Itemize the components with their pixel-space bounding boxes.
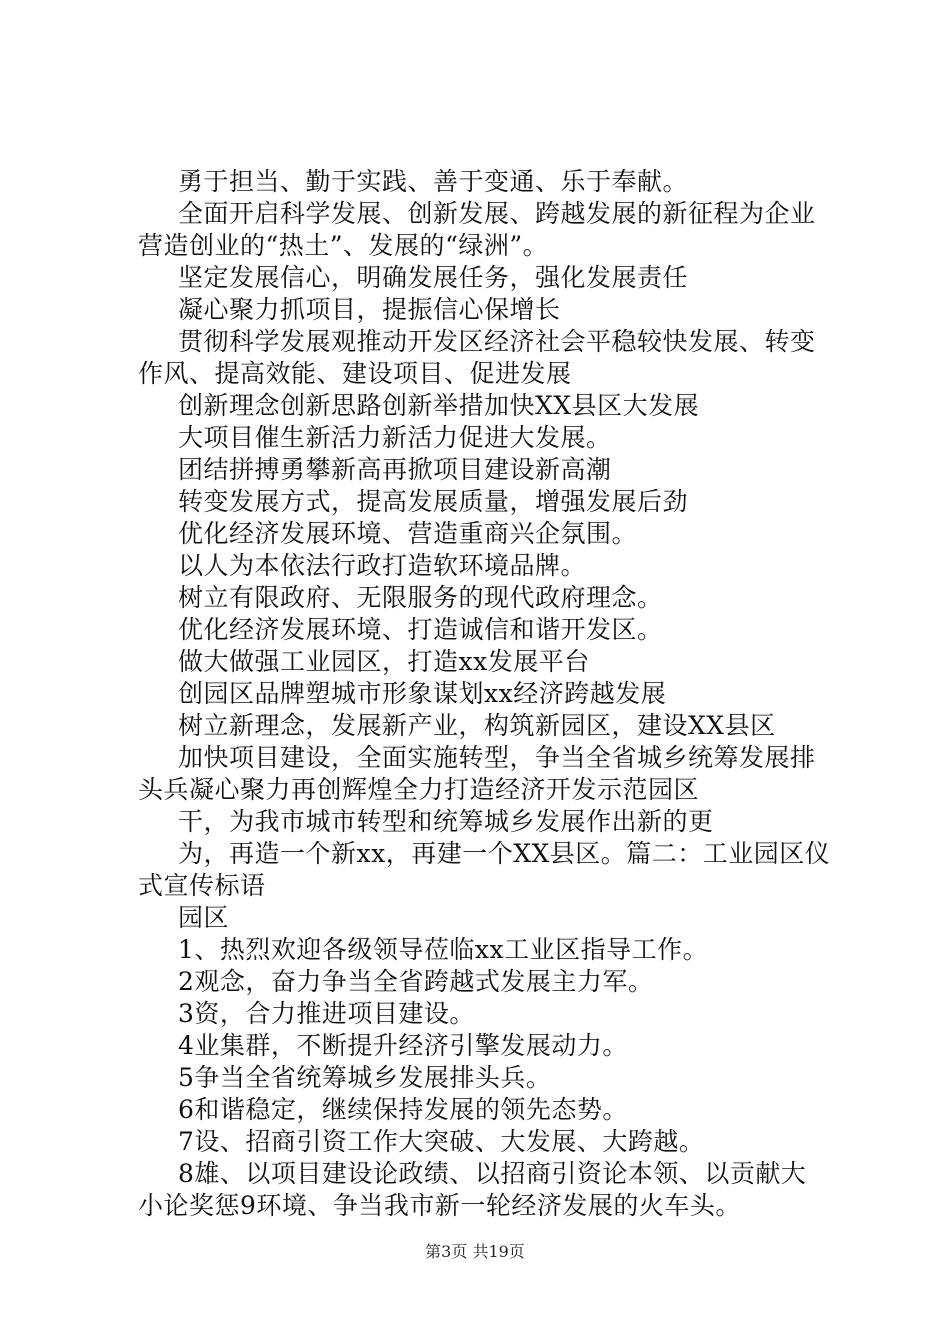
paragraph [138, 710, 838, 742]
paragraph [138, 806, 838, 838]
document-body [138, 166, 838, 1222]
text-line: 6和谐稳定，继续保持发展的领先态势。 [178, 1095, 628, 1124]
paragraph [138, 742, 838, 806]
paragraph [138, 678, 838, 710]
paragraph [138, 902, 838, 934]
page-footer: 第3页 共19页 [425, 1242, 525, 1261]
text-line: 勇于担当、勤于实践、善于变通、乐于奉献。 [178, 167, 689, 196]
text-line: 全面开启科学发展、创新发展、跨越发展的新征程为企业 [178, 199, 816, 228]
text-line: 2观念，奋力争当全省跨越式发展主力军。 [178, 967, 654, 996]
text-line: 加快项目建设，全面实施转型，争当全省城乡统筹发展排 [178, 743, 816, 772]
text-line: 优化经济发展环境、打造诚信和谐开发区。 [178, 615, 663, 644]
paragraph [138, 1030, 838, 1062]
paragraph [138, 582, 838, 614]
text-line: 创园区品牌塑城市形象谋划xx经济跨越发展 [178, 679, 667, 708]
paragraph [138, 998, 838, 1030]
paragraph [138, 486, 838, 518]
text-line: 凝心聚力抓项目，提振信心保增长 [178, 295, 561, 324]
text-line: 树立有限政府、无限服务的现代政府理念。 [178, 583, 663, 612]
paragraph [138, 614, 838, 646]
text-line: 大项目催生新活力新活力促进大发展。 [178, 423, 612, 452]
text-line: 式宣传标语 [138, 871, 266, 900]
paragraph [138, 1158, 838, 1222]
paragraph [138, 838, 838, 902]
text-line: 1、热烈欢迎各级领导莅临xx工业区指导工作。 [178, 935, 709, 964]
paragraph [138, 966, 838, 998]
paragraph [138, 518, 838, 550]
text-line: 优化经济发展环境、营造重商兴企氛围。 [178, 519, 638, 548]
text-line: 团结拼搏勇攀新高再掀项目建设新高潮 [178, 455, 612, 484]
paragraph [138, 550, 838, 582]
text-line: 7设、招商引资工作大突破、大发展、大跨越。 [178, 1127, 705, 1156]
text-line: 贯彻科学发展观推动开发区经济社会平稳较快发展、转变 [178, 327, 816, 356]
paragraph [138, 326, 838, 390]
paragraph [138, 390, 838, 422]
text-line: 转变发展方式，提高发展质量，增强发展后劲 [178, 487, 689, 516]
text-line: 5争当全省统筹城乡发展排头兵。 [178, 1063, 552, 1092]
paragraph [138, 646, 838, 678]
text-line: 8雄、以项目建设论政绩、以招商引资论本领、以贡献大 [178, 1159, 807, 1188]
paragraph [138, 166, 838, 198]
text-line: 4业集群，不断提升经济引擎发展动力。 [178, 1031, 628, 1060]
paragraph [138, 294, 838, 326]
paragraph [138, 1126, 838, 1158]
text-line: 头兵凝心聚力再创辉煌全力打造经济开发示范园区 [138, 775, 700, 804]
text-line: 营造创业的“热土”、发展的“绿洲”。 [138, 231, 549, 260]
text-line: 园区 [178, 903, 230, 932]
text-line: 树立新理念，发展新产业，构筑新园区，建设XX县区 [178, 711, 776, 740]
paragraph [138, 198, 838, 262]
text-line: 坚定发展信心，明确发展任务，强化发展责任 [178, 263, 689, 292]
text-line: 以人为本依法行政打造软环境品牌。 [178, 551, 587, 580]
paragraph [138, 422, 838, 454]
paragraph [138, 1062, 838, 1094]
text-line: 为，再造一个新xx，再建一个XX县区。篇二：工业园区仪 [178, 839, 831, 868]
paragraph [138, 934, 838, 966]
text-line: 创新理念创新思路创新举措加快XX县区大发展 [178, 391, 700, 420]
text-line: 作风、提高效能、建设项目、促进发展 [138, 359, 572, 388]
paragraph [138, 454, 838, 486]
text-line: 3资，合力推进项目建设。 [178, 999, 475, 1028]
text-line: 做大做强工业园区，打造xx发展平台 [178, 647, 590, 676]
text-line: 小论奖惩9环境、争当我市新一轮经济发展的火车头。 [138, 1191, 741, 1220]
paragraph [138, 1094, 838, 1126]
text-line: 干，为我市城市转型和统筹城乡发展作出新的更 [178, 807, 714, 836]
paragraph [138, 262, 838, 294]
